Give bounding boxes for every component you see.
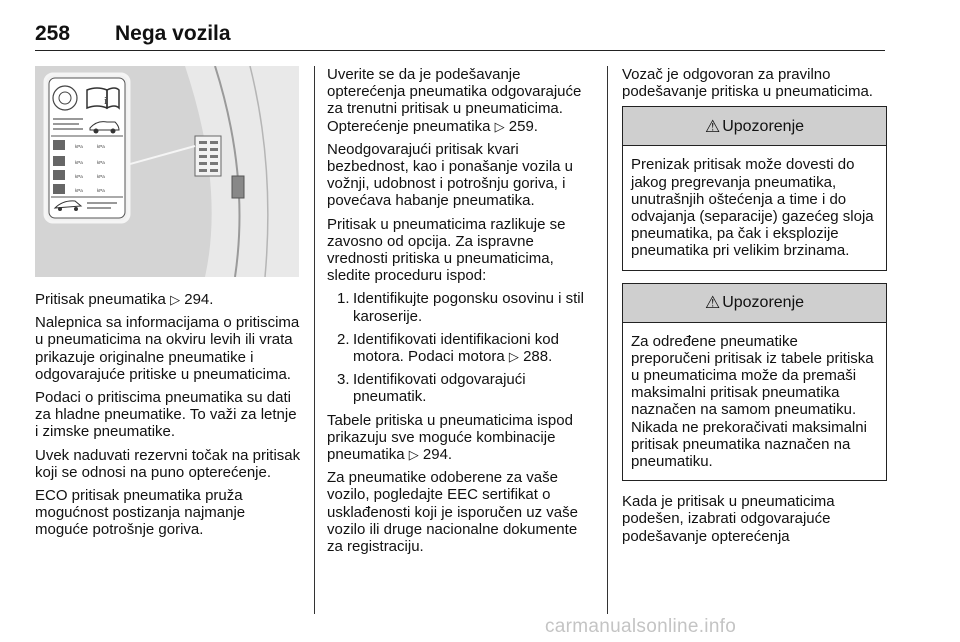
ref-arrow-icon: ▷: [408, 447, 419, 463]
warning-title: Upozorenje: [722, 294, 805, 312]
column-3: [622, 66, 887, 551]
paragraph: Vozač je odgovoran za pravilno podešavanje pritiska u pneumaticima.: [622, 66, 873, 101]
procedure-list: [327, 290, 593, 405]
tire-pressure-label-illustration: [35, 66, 299, 277]
page-title: Nega vozila: [115, 22, 231, 45]
svg-text:i: i: [104, 96, 107, 107]
list-item: 3. Identifikovati odgovarajući pneumatik.: [337, 371, 526, 406]
ref-arrow-icon: ▷: [170, 292, 181, 307]
svg-text:kPa: kPa: [97, 188, 105, 193]
paragraph: ECO pritisak pneumatika pruža mogućnost postizanja najmanje moguće potrošnje goriva.: [35, 487, 246, 539]
paragraph: Uvek naduvati rezervni točak na pritisak koji se odnosi na puno opterećenje.: [35, 446, 301, 481]
svg-text:kPa: kPa: [97, 144, 105, 149]
ref-arrow-icon: ▷: [494, 118, 505, 134]
warning-triangle-icon: ⚠: [704, 293, 721, 313]
column-2: [327, 66, 593, 561]
paragraph: Pritisak u pneumaticima razlikuje se zavosno od opcija. Za ispravne vrednosti pritiska u pneumaticima, sledite proceduru ispod:: [327, 215, 566, 285]
image-caption: Pritisak pneumatika ▷ 294.: [35, 291, 214, 308]
page-header: [35, 16, 885, 51]
warning-header: [623, 284, 886, 323]
list-item: 2. Identifikovati identifikacioni kod motora. Podaci motora ▷ 288.: [337, 330, 559, 366]
warning-header: [623, 107, 886, 146]
svg-text:kPa: kPa: [75, 160, 83, 165]
paragraph: Kada je pritisak u pneumaticima podešen, izabrati odgovarajuće podešavanje opterećenja: [622, 493, 835, 545]
svg-text:kPa: kPa: [75, 188, 83, 193]
paragraph: Neodgovarajući pritisak kvari bezbednost, kao i ponašanje vozila u vožnji, udobnost i potrošnju goriva, i povećava habanje pneumatika.: [327, 140, 574, 210]
svg-text:kPa: kPa: [75, 144, 83, 149]
page-number: 258: [35, 22, 71, 45]
ref-arrow-icon: ▷: [508, 349, 519, 365]
paragraph: Podaci o pritiscima pneumatika su dati za hladne pneumatike. To važi za letnje i zimske pneumatike.: [35, 389, 297, 441]
warning-box: [622, 283, 887, 482]
svg-text:kPa: kPa: [97, 174, 105, 179]
paragraph: Tabele pritiska u pneumaticima ispod prikazuju sve moguće kombinacije pneumatika ▷ 294.: [327, 411, 573, 464]
column-divider-2: [607, 66, 608, 614]
svg-text:kPa: kPa: [97, 160, 105, 165]
warning-text: Prenizak pritisak može dovesti do jakog pregrevanja pneumatika, unutrašnjih oštećenja a time i do odvajanja (separacije) gazećeg sloja pneumatika, pa čak i eksplozije pneumatika pri velikim brzinama.: [631, 156, 874, 260]
warning-title: Upozorenje: [722, 117, 805, 135]
svg-text:kPa: kPa: [75, 174, 83, 179]
warning-triangle-icon: ⚠: [704, 116, 721, 136]
warning-text: Za određene pneumatike preporučeni pritisak iz tabele pritiska u pneumaticima može da premaši maksimalni pritisak pneumatika naznačen na samom pneumatiku. Nikada ne prekoračivati maksimalni pritisak pneumatika naznačen na pneumatiku.: [631, 332, 874, 471]
watermark: carmanualsonline.info: [545, 616, 737, 637]
paragraph: Uverite se da je podešavanje opterećenja pneumatika odgovarajuće za trenutni pritisak u pneumaticima. Opterećenje pneumatika ▷ 259.: [327, 66, 582, 135]
warning-box: [622, 106, 887, 270]
column-1: [35, 66, 301, 545]
paragraph: Nalepnica sa informacijama o pritiscima u pneumaticima na okviru levih ili vrata prikazuje originalne pneumatike i odgovarajuće pritiske u pneumaticima.: [35, 314, 300, 383]
paragraph: Za pneumatike odoberene za vaše vozilo, pogledajte EEC sertifikat o usklađenosti koji je isporučen uz vaše vozilo ili druge nacionalne dokumente za registraciju.: [327, 469, 578, 556]
column-divider-1: [314, 66, 315, 614]
list-item: 1. Identifikujte pogonsku osovinu i stil karoserije.: [337, 290, 584, 325]
